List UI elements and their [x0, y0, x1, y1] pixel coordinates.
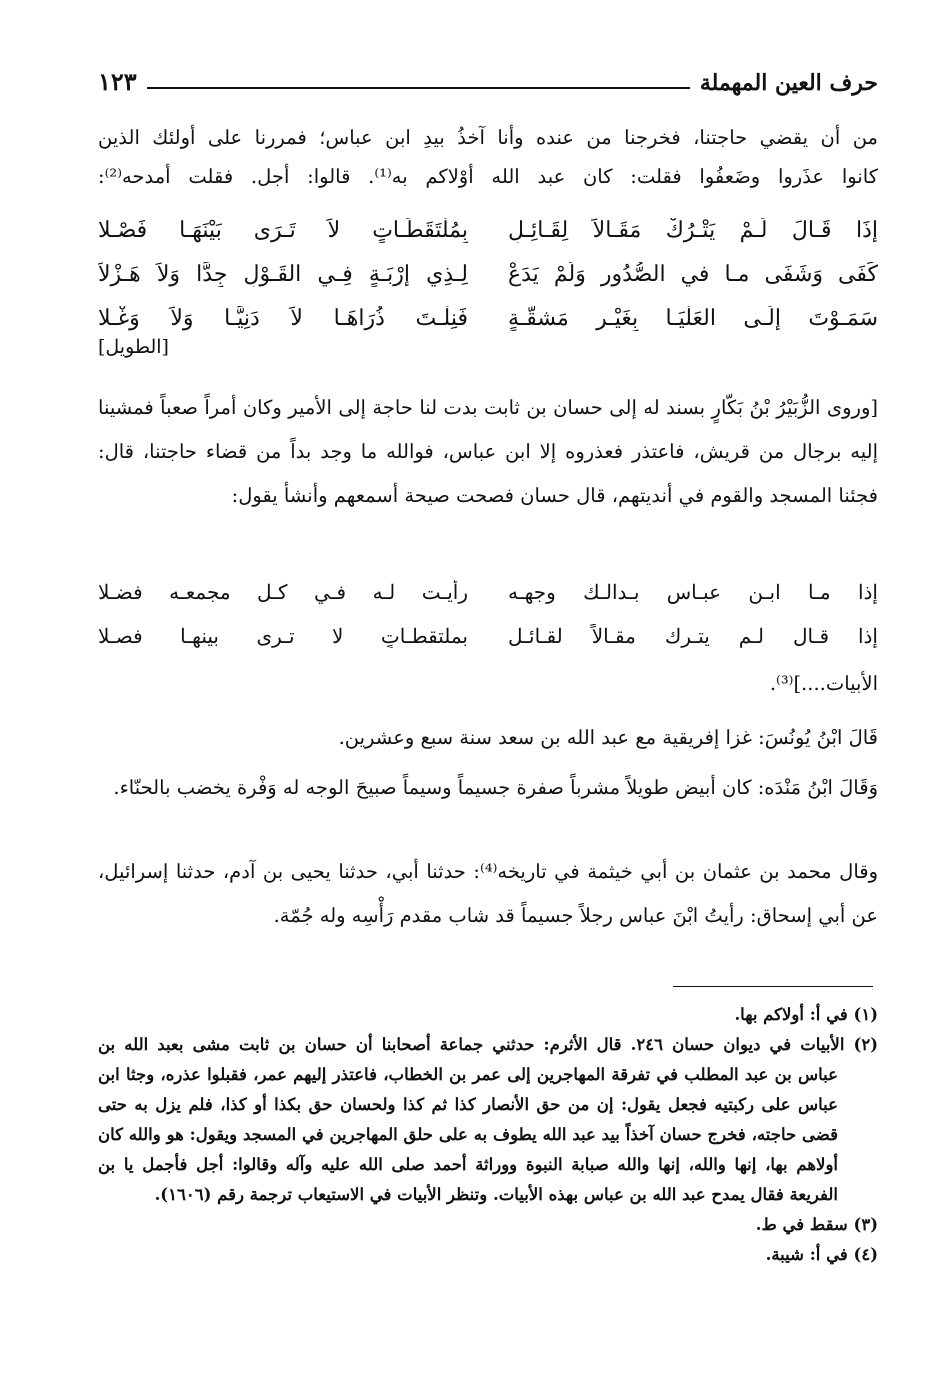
footnote-2: (٢) الأبيات في ديوان حسان ٢٤٦. قال الأثرم: حدثني جماعة أصحابنا أن حسان بن ثابت مشى بعبد الله بن: [98, 1035, 878, 1054]
paragraph-text: [وروى الزُّبَيْرُ بْنُ بَكّارٍ بسند له إلى حسان بن ثابت بدت لنا حاجة إلى الأمير وكان أمراً صعباً فمشينا إليه برجال من قريش، فاعتذر فعذروه إلا ابن عباس، فوالله ما وجد بداً من قضاء حاجتنا، قال: فجئنا المسجد والقوم في أنديتهم، قال حسان فصحت صيحة أسمعهم وأنشأ يقول:: [98, 396, 878, 507]
poem-verses-1: [98, 208, 878, 340]
footnotes: [98, 1000, 878, 1270]
paragraph-text: وقال محمد بن عثمان بن أبي خيثمة في تاريخه⁽⁴⁾: حدثنا أبي، حدثنا يحيى بن آدم، حدثنا إسرائيل، عن أبي إسحاق: رأيتُ ابْنَ عباس رجلاً جسيماً قد شاب مقدم رَأْسِه وله جُمّة.: [98, 860, 878, 927]
verse-hemistich-right: سَمَـوْتَ إِلَـى العَلْيَـا بِغَيْـرِ مَشقَّـةٍ: [508, 305, 878, 331]
verse-line: [98, 208, 878, 252]
paragraph-text: الأبيات....]⁽³⁾.: [769, 672, 878, 695]
meter-label: [الطويل]: [98, 336, 169, 358]
verse-line: [98, 570, 878, 614]
poem-verses-2: [98, 570, 878, 658]
verse-hemistich-right: كَفَى وَشَفَى مـا في الصُّدُورِ وَلَمْ يَدَعْ: [508, 261, 878, 287]
page-number: ١٢٣: [98, 67, 137, 96]
header-rule: [147, 87, 690, 89]
verse-hemistich-left: رأيـت لـه فـي كـل مجمعـه فضـلا: [98, 580, 468, 604]
paragraph-2: [98, 386, 878, 518]
paragraph-1: [98, 118, 878, 196]
verse-line: [98, 614, 878, 658]
paragraph-line: كانوا عذَروا وضَعفُوا فقلت: كان عبد الله أوْلاكم به⁽¹⁾. قالوا: أجل. فقلت أمدحه⁽²⁾:: [98, 165, 878, 188]
paragraph-5: [98, 850, 878, 938]
footnote-1: (١) في أ: أولاكم بها.: [734, 1005, 878, 1024]
paragraph-text: وَقَالَ ابْنُ مَنْدَه: كان أبيض طويلاً مشرباً صفرة جسيماً وسيماً صبيحَ الوجه له وَفْرة يخضب بالحنّاء.: [113, 776, 878, 799]
footnote-2-continued: عباس بن عبد المطلب في تفرقة المهاجرين إلى عمر بن الخطاب، فاعتذر إليهم عمر، فقبلوا عذره، وجثا ابن عباس على ركبتيه فجعل يقول: إن من حق الأنصار كذا ثم كذا ولحسان حق بكذا أو كذا، فلم يزل به حتى قضى حاجته، فخرج حسان آخذاً بيد عبد الله يطوف به على حلق المهاجرين في المسجد ويقول: هو والله كان أولاهم بها، إنها والله، إنها والله صبابة النبوة ووراثة أحمد صلى الله عليه وآله وقالوا: أجل فأجمل يا بن الفريعة فقال يمدح عبد الله بن عباس بهذه الأبيات. وتنظر الأبيات في الاستيعاب ترجمة رقم (١٦٠٦).: [98, 1065, 838, 1204]
paragraph-4: [98, 766, 878, 810]
verse-hemistich-left: بِمُلْتَقَطَـاتٍ لاَ تَـرَى بَيْنَهَـا فَصْـلا: [98, 217, 468, 243]
verse-hemistich-right: إِذَا قَـالَ لَـمْ يَتْـرُكْ مَقَـالاً لِقَـائِـلِ: [508, 217, 878, 243]
footnote-3: (٣) سقط في ط.: [755, 1215, 878, 1234]
verse-hemistich-right: إذا مـا ابـن عبـاس بـدالـك وجهـه: [508, 580, 878, 604]
chapter-title: حرف العين المهملة: [699, 70, 878, 96]
paragraph-3: [98, 716, 878, 760]
verses-ellipsis: [98, 664, 878, 703]
footnote-separator: [673, 986, 873, 987]
paragraph-line: من أن يقضي حاجتنا، فخرجنا من عنده وأنا آخذُ بيدِ ابن عباس؛ فمررنا على أولئك الذين: [98, 126, 878, 149]
verse-line: [98, 252, 878, 296]
verse-hemistich-left: فَنِلْـتَ ذُرَاهَـا لاَ دَنِيًّـا وَلاَ وَغْـلا: [98, 305, 468, 331]
verse-hemistich-left: بملتقطـاتٍ لا تـرى بينهـا فصـلا: [98, 624, 468, 648]
footnote-4: (٤) في أ: شيبة.: [765, 1245, 878, 1264]
running-header: [98, 58, 878, 94]
verse-hemistich-right: إذا قـال لـم يتـرك مقـالاً لقـائـل: [508, 624, 878, 648]
verse-line: [98, 296, 878, 340]
verse-hemistich-left: لِـذِي إِرْبَـةٍ فِـي القَـوْلِ جِدًّا وَلاَ هَـزْلاَ: [98, 261, 468, 287]
paragraph-text: قَالَ ابْنُ يُونُسَ: غزا إفريقية مع عبد الله بن سعد سنة سبع وعشرين.: [338, 726, 878, 749]
